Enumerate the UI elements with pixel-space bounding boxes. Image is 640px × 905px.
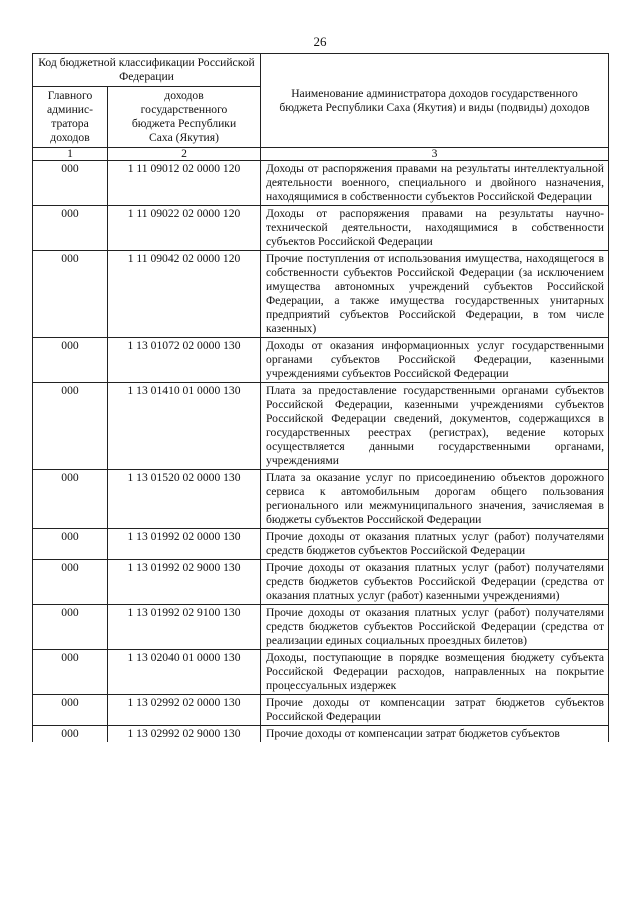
income-name-cell: Прочие доходы от компенсации затрат бюджетов субъектов (261, 726, 609, 743)
header-group-title: Код бюджетной классификации Российской Федерации (33, 54, 261, 87)
income-name-cell: Прочие доходы от оказания платных услуг (работ) получателями средств бюджетов субъектов Российской Федерации (261, 529, 609, 560)
header-col2: доходов государственного бюджета Республики Саха (Якутия) (108, 87, 261, 148)
column-number-2: 2 (108, 148, 261, 161)
budget-code-cell: 1 13 01992 02 9000 130 (108, 560, 261, 605)
admin-code-cell: 000 (33, 529, 108, 560)
table-row (33, 529, 609, 560)
income-name-cell: Плата за предоставление государственными органами субъектов Российской Федерации, казенными учреждениями субъектов Российской Федерации сведений, документов, содержащихся в государственных реестрах (регистрах), ведение которых осуществляется данными государственными органами, учреждениями (261, 383, 609, 470)
column-number-1: 1 (33, 148, 108, 161)
income-name-cell: Прочие доходы от оказания платных услуг (работ) получателями средств бюджетов субъектов Российской Федерации (средства от оказания платных услуг (работ) казенными учреждениями) (261, 560, 609, 605)
admin-code-cell: 000 (33, 695, 108, 726)
budget-code-cell: 1 11 09042 02 0000 120 (108, 251, 261, 338)
income-name-cell: Прочие доходы от компенсации затрат бюджетов субъектов Российской Федерации (261, 695, 609, 726)
budget-code-cell: 1 11 09012 02 0000 120 (108, 161, 261, 206)
table-row (33, 726, 609, 743)
admin-code-cell: 000 (33, 338, 108, 383)
budget-code-cell: 1 13 02992 02 9000 130 (108, 726, 261, 743)
budget-classification-table (32, 53, 609, 742)
table-row (33, 161, 609, 206)
admin-code-cell: 000 (33, 251, 108, 338)
table-row (33, 560, 609, 605)
table-row (33, 605, 609, 650)
header-col1: Главного админис-тратора доходов (33, 87, 108, 148)
budget-code-cell: 1 13 01410 01 0000 130 (108, 383, 261, 470)
income-name-cell: Доходы от распоряжения правами на результаты научно-технической деятельности, находящимися в собственности субъектов Российской Федерации (261, 206, 609, 251)
table-row (33, 338, 609, 383)
admin-code-cell: 000 (33, 726, 108, 743)
income-name-cell: Прочие доходы от оказания платных услуг (работ) получателями средств бюджетов субъектов Российской Федерации (средства от реализации единых социальных проездных билетов) (261, 605, 609, 650)
budget-code-cell: 1 13 01992 02 9100 130 (108, 605, 261, 650)
column-number-row (33, 148, 609, 161)
admin-code-cell: 000 (33, 605, 108, 650)
budget-code-cell: 1 13 01072 02 0000 130 (108, 338, 261, 383)
admin-code-cell: 000 (33, 161, 108, 206)
admin-code-cell: 000 (33, 383, 108, 470)
income-name-cell: Доходы от распоряжения правами на результаты интеллектуальной деятельности военного, специального и двойного назначения, находящимися в собственности субъектов Российской Федерации (261, 161, 609, 206)
income-name-cell: Плата за оказание услуг по присоединению объектов дорожного сервиса к автомобильным дорогам общего пользования регионального или межмуниципального значения, зачисляемая в бюджеты субъектов Российской Федерации (261, 470, 609, 529)
table-header-row (33, 54, 609, 87)
table-row (33, 695, 609, 726)
table-row (33, 470, 609, 529)
admin-code-cell: 000 (33, 650, 108, 695)
admin-code-cell: 000 (33, 560, 108, 605)
admin-code-cell: 000 (33, 206, 108, 251)
column-number-3: 3 (261, 148, 609, 161)
header-col3: Наименование администратора доходов государственного бюджета Республики Саха (Якутия) и виды (подвиды) доходов (261, 54, 609, 148)
budget-code-cell: 1 13 02992 02 0000 130 (108, 695, 261, 726)
table-body (33, 161, 609, 743)
income-name-cell: Прочие поступления от использования имущества, находящегося в собственности субъектов Российской Федерации (за исключением имущества автономных учреждений субъектов Российской Федерации, а также имущества государственных унитарных предприятий субъектов Российской Федерации, в том числе казенных) (261, 251, 609, 338)
table-row (33, 650, 609, 695)
income-name-cell: Доходы от оказания информационных услуг государственными органами субъектов Российской Федерации, казенными учреждениями субъектов Российской Федерации (261, 338, 609, 383)
table-row (33, 383, 609, 470)
admin-code-cell: 000 (33, 470, 108, 529)
page-number: 26 (313, 34, 327, 49)
income-name-cell: Доходы, поступающие в порядке возмещения бюджету субъекта Российской Федерации расходов, направленных на покрытие процессуальных издержек (261, 650, 609, 695)
table-row (33, 206, 609, 251)
budget-code-cell: 1 13 02040 01 0000 130 (108, 650, 261, 695)
budget-code-cell: 1 13 01520 02 0000 130 (108, 470, 261, 529)
table-row (33, 251, 609, 338)
budget-code-cell: 1 13 01992 02 0000 130 (108, 529, 261, 560)
budget-code-cell: 1 11 09022 02 0000 120 (108, 206, 261, 251)
